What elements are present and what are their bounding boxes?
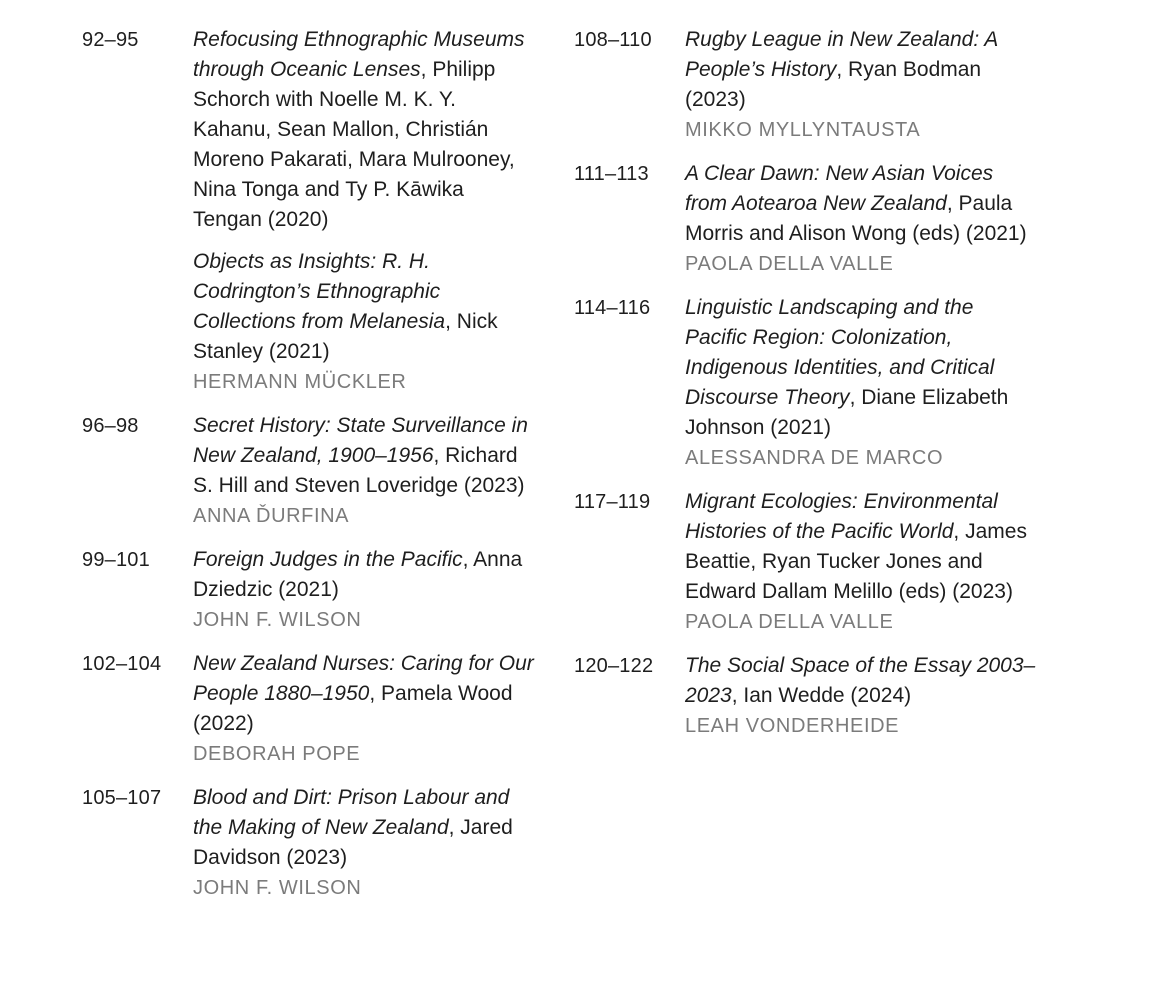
book-title: Rugby League in New Zealand: A People’s History xyxy=(685,28,998,81)
book-title: Foreign Judges in the Pacific xyxy=(193,548,463,571)
book-authors: , Pamela Wood (2022) xyxy=(193,682,513,735)
book-authors: , Anna Dziedzic (2021) xyxy=(193,548,523,601)
book-title: New Zealand Nurses: Caring for Our People 1880–1950 xyxy=(193,652,534,705)
page-range: 120–122 xyxy=(574,655,654,677)
book-authors: , Paula Morris and Alison Wong (eds) (2021) xyxy=(685,192,1027,245)
review-item xyxy=(193,783,552,903)
book-title: Linguistic Landscaping and the Pacific Region: Colonization, Indigenous Identities, and Critical Discourse Theory xyxy=(685,296,995,409)
book-title: Blood and Dirt: Prison Labour and the Making of New Zealand xyxy=(193,786,510,839)
review-entry xyxy=(574,651,1044,741)
book-title: A Clear Dawn: New Asian Voices from Aotearoa New Zealand xyxy=(685,162,994,215)
book-citation xyxy=(685,25,1037,115)
book-authors: , Diane Elizabeth Johnson (2021) xyxy=(685,386,1009,439)
page-range: 96–98 xyxy=(82,415,139,437)
book-authors: , Jared Davidson (2023) xyxy=(193,816,513,869)
book-authors: , Philipp Schorch with Noelle M. K. Y. Kahanu, Sean Mallon, Christián Moreno Pakarati, Mara Mulrooney, Nina Tonga and Ty P. Kāwika Tengan (2020) xyxy=(193,58,515,231)
review-entry xyxy=(82,25,552,397)
book-authors: , Ryan Bodman (2023) xyxy=(685,58,982,111)
review-items xyxy=(193,545,552,635)
reviewer-name: ALESSANDRA DE MARCO xyxy=(685,447,944,469)
right-column xyxy=(574,25,1044,755)
page-range: 102–104 xyxy=(82,653,162,675)
reviewer-name: PAOLA DELLA VALLE xyxy=(685,253,894,275)
review-entry xyxy=(574,487,1044,637)
review-entry xyxy=(82,783,552,903)
page-range: 105–107 xyxy=(82,787,162,809)
book-citation xyxy=(193,247,538,367)
review-entry xyxy=(82,649,552,769)
review-entry xyxy=(574,159,1044,279)
reviewer-name: LEAH VONDERHEIDE xyxy=(685,715,900,737)
review-items xyxy=(685,25,1044,145)
book-citation xyxy=(193,25,538,235)
reviewer-name: ANNA ĎURFINA xyxy=(193,505,350,527)
review-items xyxy=(193,411,552,531)
page-range: 99–101 xyxy=(82,549,150,571)
review-items xyxy=(685,487,1044,637)
reviewer-name: PAOLA DELLA VALLE xyxy=(685,611,894,633)
book-authors: , Ian Wedde (2024) xyxy=(731,684,912,707)
page-range: 117–119 xyxy=(574,491,651,513)
page-range: 108–110 xyxy=(574,29,652,51)
review-items xyxy=(193,783,552,903)
book-authors: , James Beattie, Ryan Tucker Jones and Edward Dallam Melillo (eds) (2023) xyxy=(685,520,1027,603)
review-items xyxy=(685,651,1044,741)
reviewer-name: JOHN F. WILSON xyxy=(193,877,362,899)
review-item xyxy=(193,247,552,397)
review-items xyxy=(193,649,552,769)
reviewer-name: JOHN F. WILSON xyxy=(193,609,362,631)
book-authors: , Nick Stanley (2021) xyxy=(193,310,498,363)
review-item xyxy=(685,25,1044,145)
book-title: The Social Space of the Essay 2003–2023 xyxy=(685,654,1036,707)
book-citation xyxy=(193,545,538,605)
review-item xyxy=(685,293,1044,473)
book-citation xyxy=(685,293,1037,443)
review-item xyxy=(193,649,552,769)
review-entry xyxy=(82,411,552,531)
book-citation xyxy=(193,411,538,501)
review-item xyxy=(193,25,552,235)
reviewer-name: MIKKO MYLLYNTAUSTA xyxy=(685,119,921,141)
review-entry xyxy=(82,545,552,635)
reviewer-name: DEBORAH POPE xyxy=(193,743,361,765)
book-title: Migrant Ecologies: Environmental Histories of the Pacific World xyxy=(685,490,998,543)
left-column xyxy=(82,25,552,917)
reviewer-name: HERMANN MÜCKLER xyxy=(193,371,407,393)
page-range: 114–116 xyxy=(574,297,651,319)
review-item xyxy=(685,651,1044,741)
page-range: 92–95 xyxy=(82,29,139,51)
review-items xyxy=(685,293,1044,473)
page-range: 111–113 xyxy=(574,163,649,185)
review-items xyxy=(685,159,1044,279)
book-citation xyxy=(685,159,1037,249)
book-title: Refocusing Ethnographic Museums through Oceanic Lenses xyxy=(193,28,525,81)
book-title: Secret History: State Surveillance in New Zealand, 1900–1956 xyxy=(193,414,528,467)
review-entry xyxy=(574,25,1044,145)
book-citation xyxy=(685,651,1037,711)
review-item xyxy=(193,545,552,635)
book-citation xyxy=(193,649,538,739)
book-authors: , Richard S. Hill and Steven Loveridge (2023) xyxy=(193,444,525,497)
book-citation xyxy=(193,783,538,873)
review-item xyxy=(193,411,552,531)
book-title: Objects as Insights: R. H. Codrington’s Ethnographic Collections from Melanesia xyxy=(193,250,446,333)
review-item xyxy=(685,159,1044,279)
review-items xyxy=(193,25,552,397)
review-entry xyxy=(574,293,1044,473)
review-item xyxy=(685,487,1044,637)
book-citation xyxy=(685,487,1037,607)
